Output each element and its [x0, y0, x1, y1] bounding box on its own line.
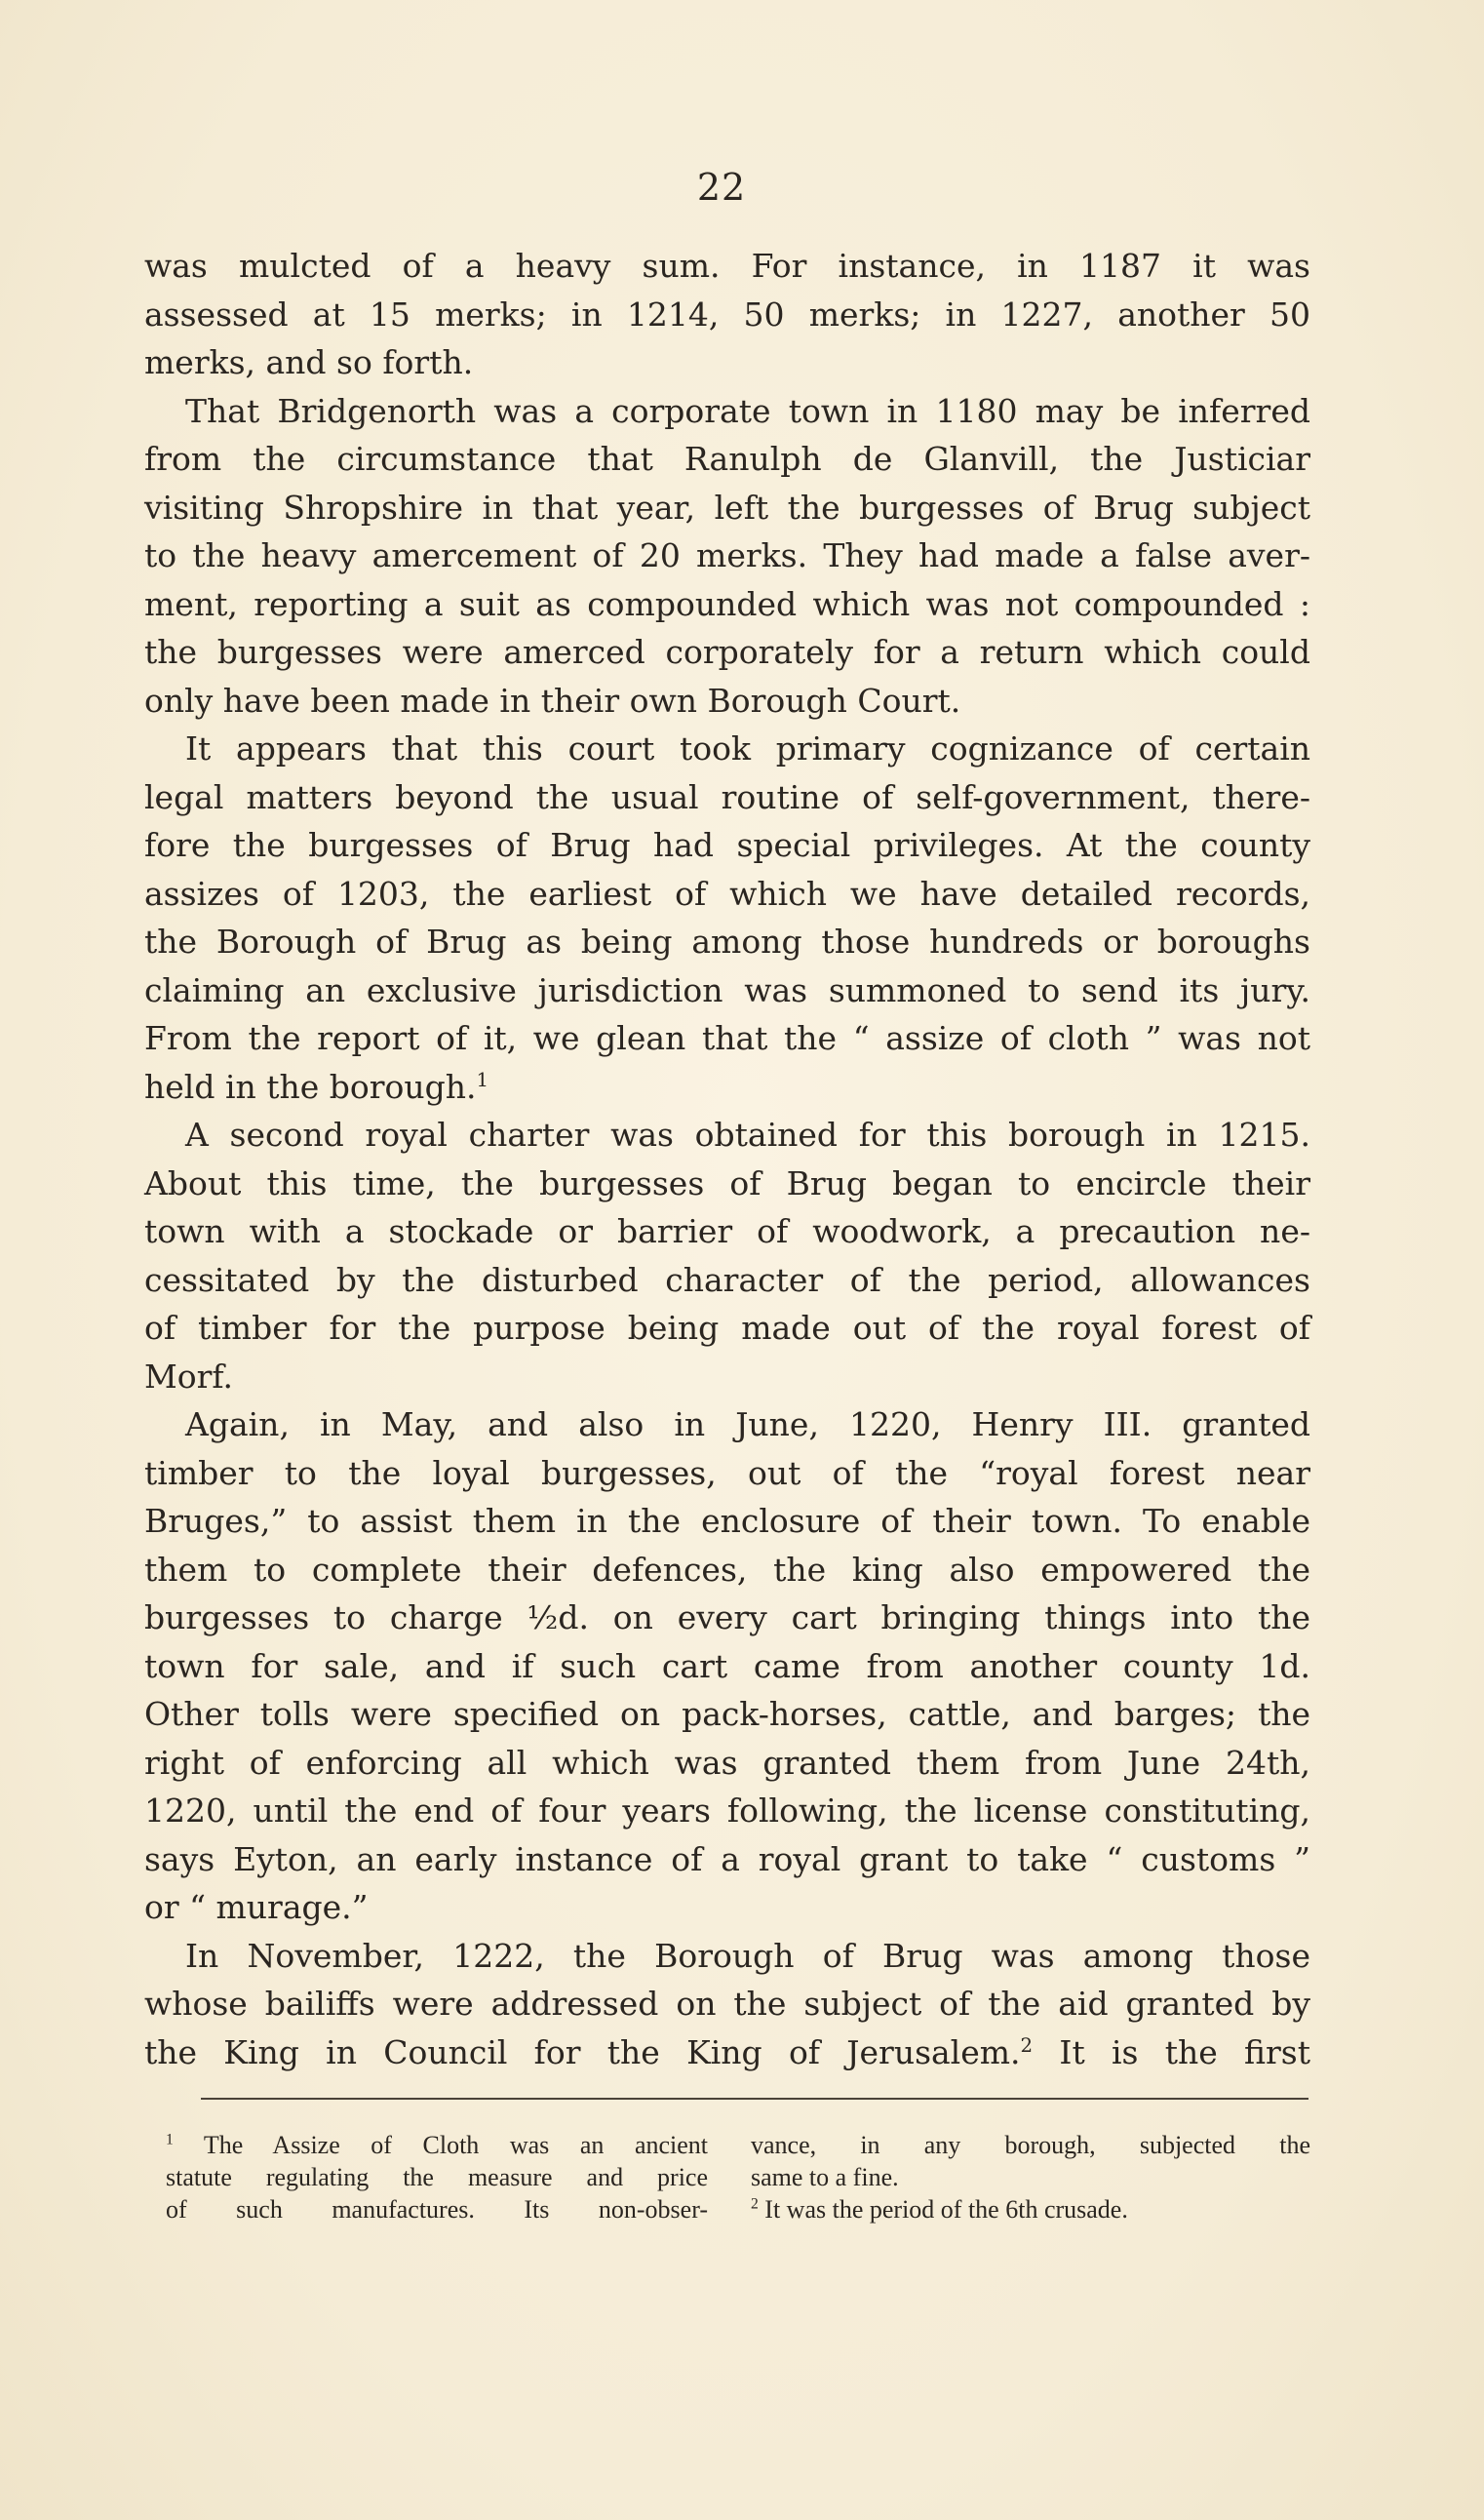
footnotes-left-column [166, 2129, 708, 2225]
text-line: Other tolls were specified on pack-horses, cattle, and barges; the [144, 1695, 1310, 1733]
text-line: town with a stockade or barrier of woodwork, a precaution ne- [144, 1212, 1310, 1250]
text-line: assessed at 15 merks; in 1214, 50 merks; in 1227, another 50 [144, 295, 1310, 334]
text-line: of timber for the purpose being made out of the royal forest of [144, 1309, 1310, 1347]
text-line-content: held in the borough. [144, 1067, 477, 1106]
text-line: fore the burgesses of Brug had special privileges. At the county [144, 826, 1310, 864]
text-line: About this time, the burgesses of Brug began to encircle their [144, 1163, 1310, 1202]
footnote-line: statute regulating the measure and price [166, 2163, 708, 2191]
footnote-ref-1: 1 [476, 1068, 489, 1091]
footnote-mark-1: 1 [166, 2131, 174, 2148]
footnote-line [166, 2129, 708, 2161]
text-line: From the report of it, we glean that the “ assize of cloth ” was not [144, 1019, 1310, 1057]
footnote-text: It was the period of the 6th crusade. [764, 2195, 1128, 2224]
text-line: burgesses to charge ½d. on every cart bringing things into the [144, 1598, 1310, 1636]
text-line: to the heavy amercement of 20 merks. They had made a false aver- [144, 536, 1310, 574]
text-line: assizes of 1203, the earliest of which we have detailed records, [144, 874, 1310, 913]
text-line: legal matters beyond the usual routine of self-government, there- [144, 777, 1310, 816]
text-line: 1220, until the end of four years following, the license constituting, [144, 1792, 1310, 1830]
text-line-content: the King in Council for the King of Jerusalem. [144, 2032, 1021, 2071]
text-line: Morf. [144, 1357, 233, 1396]
footnote-line: of such manufactures. Its non-obser- [166, 2195, 708, 2224]
text-line: them to complete their defences, the king also empowered the [144, 1550, 1310, 1589]
text-line: only have been made in their own Borough Court. [144, 681, 961, 720]
footnotes-right-column [751, 2129, 1310, 2225]
text-line: Again, in May, and also in June, 1220, Henry III. granted [185, 1405, 1310, 1443]
text-line: A second royal charter was obtained for this borough in 1215. [185, 1116, 1310, 1154]
footnote-line [751, 2193, 1310, 2225]
footnote-line: same to a fine. [751, 2163, 899, 2191]
text-line: town for sale, and if such cart came from another county 1d. [144, 1646, 1310, 1685]
text-line: was mulcted of a heavy sum. For instance, in 1187 it was [144, 247, 1310, 285]
text-line: visiting Shropshire in that year, left the burgesses of Brug subject [144, 488, 1310, 527]
text-line: right of enforcing all which was granted them from June 24th, [144, 1743, 1310, 1782]
body-text [144, 242, 1310, 2076]
text-line: merks, and so forth. [144, 343, 474, 381]
text-line: says Eyton, an early instance of a royal grant to take “ customs ” [144, 1839, 1310, 1878]
footnote-mark-2: 2 [751, 2195, 759, 2213]
footnote-line: vance, in any borough, subjected the [751, 2131, 1310, 2159]
text-line: It appears that this court took primary cognizance of certain [185, 729, 1310, 768]
text-line: timber to the loyal burgesses, out of the “royal forest near [144, 1453, 1310, 1492]
text-line: or “ murage.” [144, 1888, 369, 1926]
text-line: whose bailiffs were addressed on the subject of the aid granted by [144, 1985, 1310, 2023]
text-line: cessitated by the disturbed character of the period, allowances [144, 1260, 1310, 1299]
page-number: 22 [696, 166, 747, 209]
text-line [144, 2028, 1310, 2077]
text-line: In November, 1222, the Borough of Brug was among those [185, 1936, 1310, 1975]
text-line-content: It is the first [1059, 2032, 1310, 2071]
text-line: the Borough of Brug as being among those hundreds or boroughs [144, 923, 1310, 961]
text-line [144, 1063, 1310, 1112]
footnote-ref-2: 2 [1020, 2033, 1034, 2057]
footnote-text: The Assize of Cloth was an ancient [203, 2131, 709, 2159]
text-line: from the circumstance that Ranulph de Glanvill, the Justiciar [144, 440, 1310, 478]
text-line: That Bridgenorth was a corporate town in 1180 may be inferred [185, 391, 1310, 430]
text-line: claiming an exclusive jurisdiction was summoned to send its jury. [144, 970, 1310, 1009]
footnote-divider [201, 2098, 1308, 2100]
text-line: Bruges,” to assist them in the enclosure of their town. To enable [144, 1502, 1310, 1540]
text-line: the burgesses were amerced corporately for a return which could [144, 633, 1310, 671]
text-line: ment, reporting a suit as compounded which was not compounded : [144, 584, 1310, 623]
